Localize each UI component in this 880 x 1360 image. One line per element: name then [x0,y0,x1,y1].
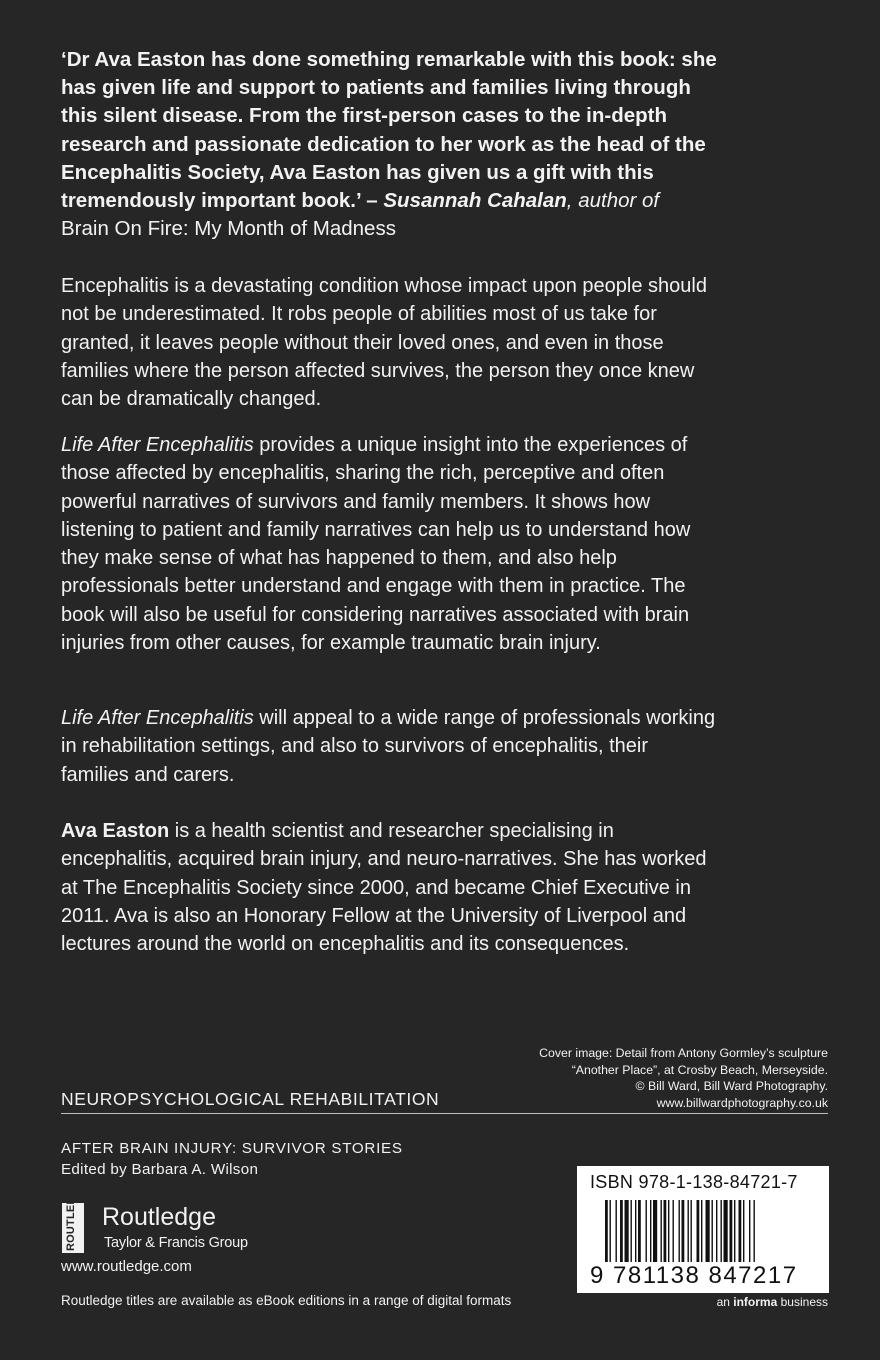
series-name: NEUROPSYCHOLOGICAL REHABILITATION [61,1089,440,1109]
credit-line-1: Cover image: Detail from Antony Gormley’s sculpture [539,1046,828,1060]
barcode-bar [730,1200,733,1262]
publisher-group: Taylor & Francis Group [104,1235,248,1251]
ebook-note: Routledge titles are available as eBook editions in a range of digital formats [61,1293,512,1308]
barcode-bar [697,1200,700,1262]
barcode-bar [635,1200,636,1262]
barcode-bar [610,1200,611,1262]
description-paragraph-2 [61,431,721,657]
barcode-bar [712,1200,713,1262]
barcode-bar [701,1200,702,1262]
barcode-bar [673,1200,674,1262]
divider-line [61,1113,828,1114]
author-bio-text: is a health scientist and researcher specialising in encephalitis, acquired brain injury, and neuro-narratives. She has worked at The Encephalitis Society since 2000, and became Chief Executive in 2011. Ava is also an Honorary Fellow at the University of Liverpool and lectures around the world on encephalitis and its consequences. [61,820,707,956]
informa-brand: informa [733,1295,778,1309]
barcode-bar [724,1200,728,1262]
barcode-bars [605,1200,801,1262]
barcode-bar [650,1200,651,1262]
endorsement-quote: ‘Dr Ava Easton has done something remarkable with this book: she has given life and support to patients and families living through this silent disease. From the first-person cases to the in-depth research and passionate dedication to her work as the head of the Encephalitis Society, Ava Easton has given us a gift with this tremendously important book.’ – Susannah Cahalan, author of Brain On Fire: My Month of Madness [61,48,717,241]
barcode-bar [616,1200,617,1262]
author-name: Ava Easton [61,820,170,842]
barcode-bar [638,1200,641,1262]
barcode-bar [682,1200,685,1262]
barcode-bar [739,1200,742,1262]
barcode-bar [691,1200,692,1262]
author-bio [61,817,721,958]
barcode-digits: 9 781138 847217 [590,1262,798,1289]
barcode-bar [620,1200,623,1262]
barcode-bar [749,1200,750,1262]
barcode-bar [668,1200,669,1262]
barcode-bar [646,1200,647,1262]
barcode-bar [653,1200,657,1262]
subseries-name: AFTER BRAIN INJURY: SURVIVOR STORIES [61,1140,403,1157]
barcode-bar [721,1200,722,1262]
barcode-bar [706,1200,710,1262]
barcode-bar [661,1200,662,1262]
barcode-bar [716,1200,717,1262]
routledge-mark-icon: ROUTLEDGE [62,1203,84,1253]
paragraph-3-text: will appeal to a wide range of professionals working in rehabilitation settings, and also to survivors of encephalitis, their families and carers. [61,707,716,786]
quote-author-of: author of [578,189,660,213]
quote-author-name: Susannah Cahalan [383,189,567,213]
credit-line-4: www.billwardphotography.co.uk [656,1095,828,1110]
paragraph-2-text: provides a unique insight into the experiences of those affected by encephalitis, sharing the rich, perceptive and often powerful narratives of survivors and family members. It shows how listening to patient and family narratives can help us to understand how they make sense of what has happened to them, and also help professionals better understand and engage with them in practice. The book will also be useful for considering narratives associated with brain injuries from other causes, for example traumatic brain injury. [61,434,691,655]
barcode-bar [625,1200,629,1262]
barcode-bar [605,1200,608,1262]
publisher-website: www.routledge.com [61,1258,192,1275]
publisher-name: Routledge [102,1203,216,1231]
barcode-bar [743,1200,744,1262]
barcode-bar [631,1200,632,1262]
credit-line-3: © Bill Ward, Bill Ward Photography. [635,1079,828,1093]
isbn-number: ISBN 978-1-138-84721-7 [590,1172,798,1192]
barcode-bar [734,1200,735,1262]
book-title-italic: Life After Encephalitis [61,434,254,456]
series-editor: Edited by Barbara A. Wilson [61,1161,259,1178]
cover-image-credit [468,1045,828,1111]
description-paragraph-3 [61,704,721,789]
barcode-bar [688,1200,689,1262]
quote-source-title: Brain On Fire: My Month of Madness [61,217,396,241]
informa-business-tag: an informa business [716,1295,828,1309]
barcode-bar [679,1200,680,1262]
quote-text: ‘Dr Ava Easton has done something remarkable with this book: she has given life and support to patients and families living through this silent disease. From the first-person cases to the in-depth research and passionate dedication to her work as the head of the Encephalitis Society, Ava Easton has given us a gift with this tremendously important book.’ – [61,48,717,213]
credit-line-2: “Another Place”, at Crosby Beach, Merseyside. [571,1062,828,1077]
barcode-bar [754,1200,755,1262]
description-paragraph-1: Encephalitis is a devastating condition whose impact upon people should not be underestimated. It robs people of abilities most of us take for granted, it leaves people without their loved ones, and even in those families where the person affected survives, the person they once knew can be dramatically changed. [61,275,707,411]
barcode-bar [664,1200,667,1262]
isbn-barcode [577,1166,829,1293]
routledge-logo [62,1180,262,1257]
book-title-italic: Life After Encephalitis [61,707,254,729]
